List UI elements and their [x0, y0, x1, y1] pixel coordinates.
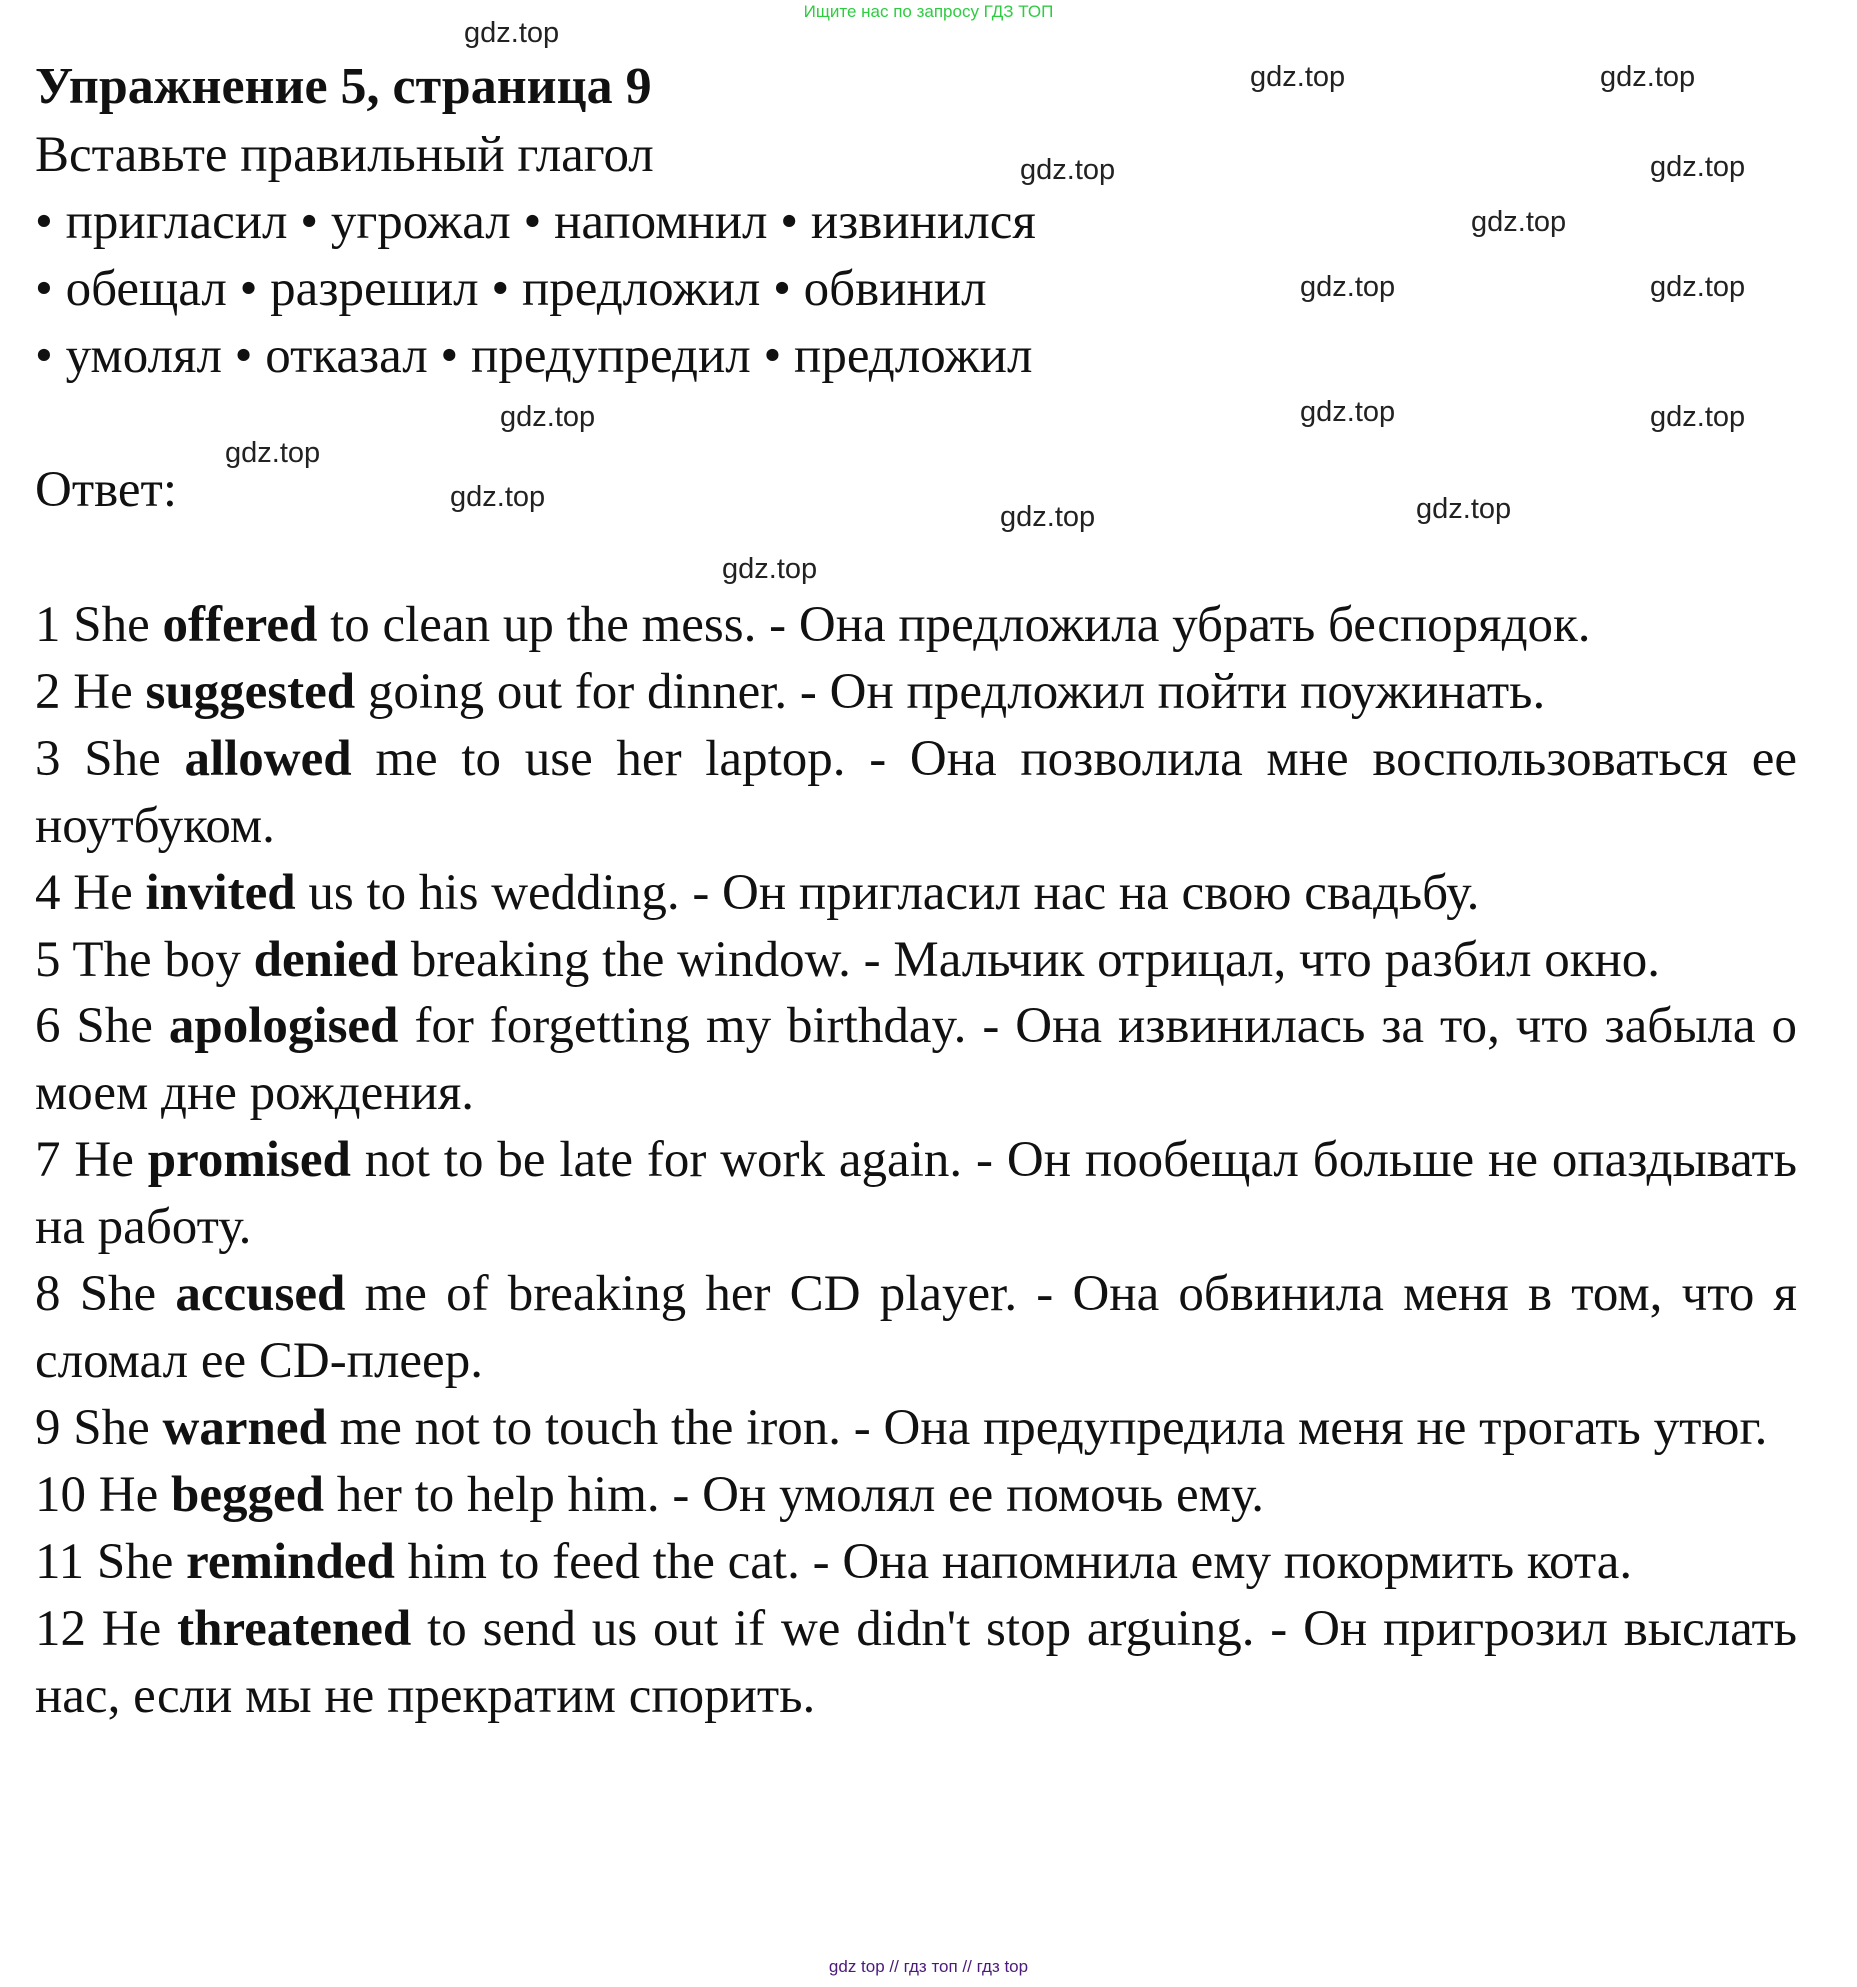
- answer-verb: promised: [147, 1132, 351, 1189]
- answer-verb: warned: [162, 1399, 327, 1456]
- watermark: gdz.top: [500, 401, 596, 433]
- answer-text: 1 She: [35, 597, 163, 653]
- answer-translation: him to feed the cat. - Она напомнила ему покормить кота.: [394, 1533, 1633, 1590]
- page-title: Упражнение 5, страница 9: [35, 58, 652, 115]
- bottom-footer-note: gdz top // гдз топ // гдз top: [828, 1957, 1029, 1976]
- answer-item: [35, 1261, 1797, 1395]
- answer-verb: apologised: [168, 998, 399, 1055]
- answer-translation: me of breaking her CD player. - Она обвинила меня в том, что я сломал ее CD-плеер.: [35, 1266, 1797, 1389]
- answer-item: [35, 1596, 1797, 1730]
- answer-translation: going out for dinner. - Он предложил пойти поужинать.: [355, 663, 1546, 720]
- answer-item: [35, 860, 1797, 927]
- answer-list: [35, 592, 1797, 1729]
- answer-verb: offered: [162, 597, 318, 653]
- answer-translation: me not to touch the iron. - Она предупредила меня не трогать утюг.: [326, 1399, 1768, 1456]
- answer-item: [35, 1529, 1797, 1596]
- watermark: gdz.top: [1300, 396, 1396, 428]
- word-list-line: • умолял • отказал • предупредил • предложил: [35, 328, 1033, 384]
- answer-verb: invited: [145, 864, 296, 921]
- answer-text: 7 He: [35, 1132, 148, 1189]
- answer-text: 9 She: [35, 1399, 163, 1456]
- answer-text: 11 She: [35, 1533, 187, 1590]
- instruction: Вставьте правильный глагол: [35, 127, 654, 183]
- watermark: gdz.top: [1650, 151, 1746, 183]
- answer-verb: reminded: [186, 1533, 395, 1590]
- answer-text: 2 He: [35, 663, 146, 720]
- watermark: gdz.top: [1650, 271, 1746, 303]
- watermark: gdz.top: [225, 437, 321, 469]
- answer-item: [35, 592, 1797, 659]
- word-list-line: • обещал • разрешил • предложил • обвинил: [35, 261, 987, 317]
- watermark: gdz.top: [1020, 154, 1116, 186]
- answer-translation: to clean up the mess. - Она предложила убрать беспорядок.: [317, 597, 1591, 653]
- answer-translation: to send us out if we didn't stop arguing. - Он пригрозил выслать нас, если мы не прекратим спорить.: [35, 1600, 1798, 1724]
- answer-translation: breaking the window. - Мальчик отрицал, что разбил окно.: [398, 931, 1661, 988]
- answer-text: 5 The boy: [35, 931, 254, 988]
- answer-text: 10 He: [35, 1466, 171, 1523]
- answer-translation: for forgetting my birthday. - Она извинилась за то, что забыла о моем дне рождения.: [35, 998, 1798, 1122]
- answer-verb: begged: [170, 1466, 324, 1523]
- answer-item: [35, 659, 1797, 726]
- answer-item: [35, 927, 1797, 994]
- watermark: gdz.top: [450, 481, 546, 513]
- watermark: gdz.top: [722, 553, 818, 585]
- answer-text: 6 She: [35, 998, 169, 1055]
- watermark: gdz.top: [1000, 501, 1096, 533]
- watermark: gdz.top: [1471, 206, 1567, 238]
- watermark: gdz.top: [1650, 401, 1746, 433]
- answer-verb: accused: [175, 1266, 346, 1323]
- watermark: gdz.top: [1300, 271, 1396, 303]
- watermark: gdz.top: [1250, 61, 1346, 93]
- answer-verb: threatened: [177, 1600, 412, 1657]
- answer-verb: allowed: [184, 730, 352, 787]
- watermark: gdz.top: [464, 17, 560, 49]
- answer-translation: not to be late for work again. - Он пообещал больше не опаздывать на работу.: [35, 1132, 1798, 1256]
- answer-text: 3 She: [35, 730, 185, 787]
- watermark: gdz.top: [1600, 61, 1696, 93]
- answer-item: [35, 726, 1797, 860]
- answer-item: [35, 1395, 1797, 1462]
- word-list-line: • пригласил • угрожал • напомнил • извинился: [35, 194, 1036, 250]
- watermark: gdz.top: [1416, 493, 1512, 525]
- answer-text: 12 He: [35, 1600, 178, 1657]
- answer-label: Ответ:: [35, 462, 177, 518]
- answer-item: [35, 1127, 1797, 1261]
- answer-translation: her to help him. - Он умолял ее помочь ему.: [323, 1466, 1265, 1523]
- answer-translation: me to use her laptop. - Она позволила мне воспользоваться ее ноутбуком.: [35, 730, 1798, 854]
- answer-item: [35, 993, 1797, 1127]
- answer-text: 4 He: [35, 864, 146, 921]
- top-banner-note: Ищите нас по запросу ГДЗ ТОП: [803, 2, 1054, 21]
- answer-translation: us to his wedding. - Он пригласил нас на свою свадьбу.: [295, 864, 1480, 921]
- answer-verb: suggested: [145, 663, 356, 720]
- answer-verb: denied: [253, 931, 399, 988]
- answer-text: 8 She: [35, 1266, 176, 1323]
- answer-item: [35, 1462, 1797, 1529]
